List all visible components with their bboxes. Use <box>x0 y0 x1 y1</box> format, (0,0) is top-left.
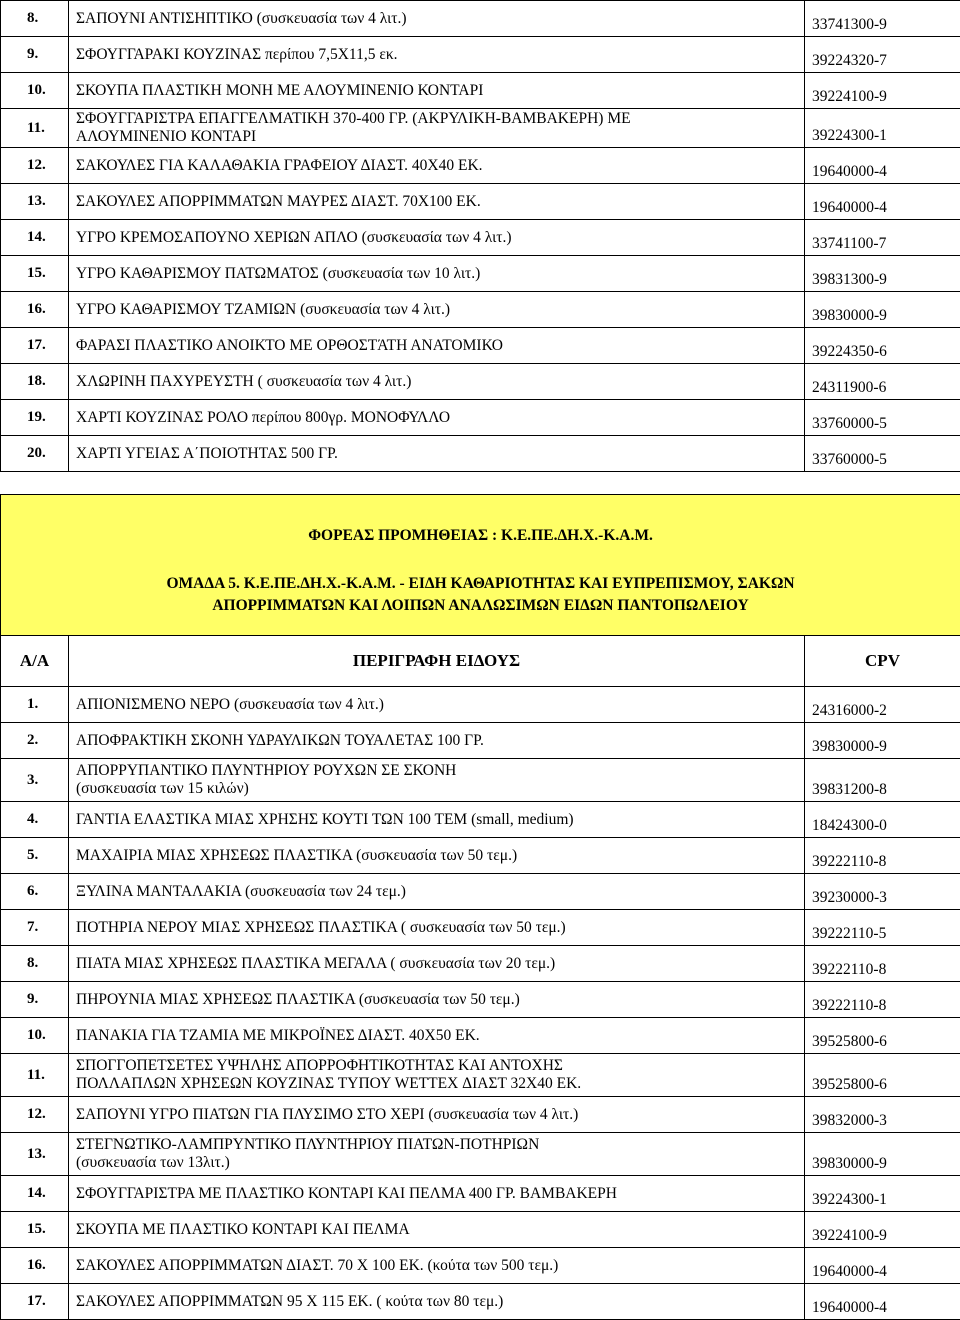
item-cpv: 39830000-9 <box>805 292 960 328</box>
item-number: 13. <box>1 184 69 220</box>
table-row <box>1 109 960 148</box>
supplier-banner <box>1 495 960 636</box>
item-cpv: 39525800-6 <box>805 1054 960 1097</box>
item-description <box>69 874 805 910</box>
item-description-line: ΣΦΟΥΓΓΑΡΙΣΤΡΑ ΕΠΑΓΓΕΛΜΑΤΙΚΗ 370-400 ΓΡ. (ΑΚΡΥΛΙΚΗ-ΒΑΜΒΑΚΕΡΗ) ΜΕ <box>76 110 804 128</box>
table-row <box>1 1018 960 1054</box>
item-cpv: 39222110-8 <box>805 838 960 874</box>
item-description-line: (συσκευασία των 15 κιλών) <box>76 780 804 798</box>
item-number: 6. <box>1 874 69 910</box>
item-description <box>69 759 805 802</box>
item-description <box>69 292 805 328</box>
item-description-line: ΥΓΡΟ ΚΑΘΑΡΙΣΜΟΥ ΠΑΤΩΜΑΤΟΣ (συσκευασία των 10 λιτ.) <box>76 265 804 283</box>
table-row <box>1 1176 960 1212</box>
item-description-line: ΧΑΡΤΙ ΚΟΥΖΙΝΑΣ ΡΟΛΟ περίπου 800γρ. ΜΟΝΟΦΥΛΛΟ <box>76 409 804 427</box>
item-number: 15. <box>1 1212 69 1248</box>
supplier-title: ΦΟΡΕΑΣ ΠΡΟΜΗΘΕΙΑΣ : Κ.Ε.ΠΕ.ΔΗ.Χ.-Κ.Α.Μ. <box>21 527 940 545</box>
item-number: 8. <box>1 1 69 37</box>
table-row <box>1 802 960 838</box>
item-number: 16. <box>1 292 69 328</box>
header-num: Α/Α <box>1 636 69 687</box>
item-description <box>69 436 805 472</box>
item-number: 14. <box>1 1176 69 1212</box>
table-row <box>1 946 960 982</box>
item-description-line: ΣΤΕΓΝΩΤΙΚΟ-ΛΑΜΠΡΥΝΤΙΚΟ ΠΛΥΝΤΗΡΙΟΥ ΠΙΑΤΩΝ-ΠΟΤΗΡΙΩΝ <box>76 1136 804 1154</box>
item-description-line: ΠΟΤΗΡΙΑ ΝΕΡΟΥ ΜΙΑΣ ΧΡΗΣΕΩΣ ΠΛΑΣΤΙΚΑ ( συσκευασία των 50 τεμ.) <box>76 919 804 937</box>
group-title-line2: ΑΠΟΡΡΙΜΜΑΤΩΝ ΚΑΙ ΛΟΙΠΩΝ ΑΝΑΛΩΣΙΜΩΝ ΕΙΔΩΝ ΠΑΝΤΟΠΩΛΕΙΟΥ <box>21 595 940 617</box>
table-row <box>1 982 960 1018</box>
table-row <box>1 148 960 184</box>
item-cpv: 39224350-6 <box>805 328 960 364</box>
item-description-line: ΓΑΝΤΙΑ ΕΛΑΣΤΙΚΑ ΜΙΑΣ ΧΡΗΣΗΣ ΚΟΥΤΙ ΤΩΝ 100 ΤΕΜ (small, medium) <box>76 811 804 829</box>
item-number: 9. <box>1 982 69 1018</box>
item-description-line: ΑΠΟΡΡΥΠΑΝΤΙΚΟ ΠΛΥΝΤΗΡΙΟΥ ΡΟΥΧΩΝ ΣΕ ΣΚΟΝΗ <box>76 762 804 780</box>
item-description-line: ΣΑΠΟΥΝΙ ΑΝΤΙΣΗΠΤΙΚΟ (συσκευασία των 4 λιτ.) <box>76 10 804 28</box>
item-description-line: ΑΛΟΥΜΙΝΕΝΙΟ ΚΟΝΤΑΡΙ <box>76 128 804 146</box>
item-cpv: 24316000-2 <box>805 687 960 723</box>
item-number: 13. <box>1 1133 69 1176</box>
item-cpv: 39832000-3 <box>805 1097 960 1133</box>
item-number: 8. <box>1 946 69 982</box>
item-description <box>69 946 805 982</box>
table-row <box>1 1133 960 1176</box>
item-description <box>69 1248 805 1284</box>
item-description <box>69 256 805 292</box>
item-description <box>69 364 805 400</box>
item-description <box>69 37 805 73</box>
item-description-line: ΣΦΟΥΓΓΑΡΑΚΙ ΚΟΥΖΙΝΑΣ περίπου 7,5Χ11,5 εκ. <box>76 46 804 64</box>
item-description-line: ΣΚΟΥΠΑ ΠΛΑΣΤΙΚΗ ΜΟΝΗ ΜΕ ΑΛΟΥΜΙΝΕΝΙΟ ΚΟΝΤΑΡΙ <box>76 82 804 100</box>
item-number: 15. <box>1 256 69 292</box>
item-description <box>69 910 805 946</box>
item-number: 19. <box>1 400 69 436</box>
item-description <box>69 802 805 838</box>
item-number: 9. <box>1 37 69 73</box>
table-row <box>1 1054 960 1097</box>
items-table-top <box>0 0 960 472</box>
item-description <box>69 1097 805 1133</box>
item-description-line: ΣΚΟΥΠΑ ΜΕ ΠΛΑΣΤΙΚΟ ΚΟΝΤΑΡΙ ΚΑΙ ΠΕΛΜΑ <box>76 1221 804 1239</box>
item-description-line: ΑΠΟΦΡΑΚΤΙΚΗ ΣΚΟΝΗ ΥΔΡΑΥΛΙΚΩΝ ΤΟΥΑΛΕΤΑΣ 100 ΓΡ. <box>76 732 804 750</box>
items-table-top-body <box>1 1 960 472</box>
item-description <box>69 109 805 148</box>
item-number: 16. <box>1 1248 69 1284</box>
item-cpv: 19640000-4 <box>805 1284 960 1320</box>
item-description <box>69 1133 805 1176</box>
item-description-line: ΞΥΛΙΝΑ ΜΑΝΤΑΛΑΚΙΑ (συσκευασία των 24 τεμ.) <box>76 883 804 901</box>
item-cpv: 39831200-8 <box>805 759 960 802</box>
table-row <box>1 759 960 802</box>
table-row <box>1 1097 960 1133</box>
item-number: 4. <box>1 802 69 838</box>
item-description-line: ΣΠΟΓΓΟΠΕΤΣΕΤΕΣ ΥΨΗΛΗΣ ΑΠΟΡΡΟΦΗΤΙΚΟΤΗΤΑΣ ΚΑΙ ΑΝΤΟΧΗΣ <box>76 1057 804 1075</box>
item-number: 17. <box>1 328 69 364</box>
banner-row <box>1 495 960 636</box>
item-description <box>69 220 805 256</box>
item-number: 10. <box>1 73 69 109</box>
item-cpv: 39224300-1 <box>805 109 960 148</box>
items-table-group5-body <box>1 495 960 1320</box>
item-number: 12. <box>1 148 69 184</box>
header-cpv: CPV <box>805 636 960 687</box>
item-number: 12. <box>1 1097 69 1133</box>
item-description <box>69 1284 805 1320</box>
item-description <box>69 328 805 364</box>
table-row <box>1 1248 960 1284</box>
item-cpv: 19640000-4 <box>805 1248 960 1284</box>
item-cpv: 39222110-5 <box>805 910 960 946</box>
item-number: 3. <box>1 759 69 802</box>
table-row <box>1 687 960 723</box>
item-description-line: (συσκευασία των 13λιτ.) <box>76 1154 804 1172</box>
group-title-line1: ΟΜΑΔΑ 5. Κ.Ε.ΠΕ.ΔΗ.Χ.-Κ.Α.Μ. - ΕΙΔΗ ΚΑΘΑΡΙΟΤΗΤΑΣ ΚΑΙ ΕΥΠΡΕΠΙΣΜΟΥ, ΣΑΚΩΝ <box>21 573 940 595</box>
item-description <box>69 687 805 723</box>
item-description-line: ΜΑΧΑΙΡΙΑ ΜΙΑΣ ΧΡΗΣΕΩΣ ΠΛΑΣΤΙΚΑ (συσκευασία των 50 τεμ.) <box>76 847 804 865</box>
item-description <box>69 184 805 220</box>
item-cpv: 19640000-4 <box>805 148 960 184</box>
item-description-line: ΥΓΡΟ ΚΡΕΜΟΣΑΠΟΥΝΟ ΧΕΡΙΩΝ ΑΠΛΟ (συσκευασία των 4 λιτ.) <box>76 229 804 247</box>
item-description-line: ΧΛΩΡΙΝΗ ΠΑΧΥΡΕΥΣΤΗ ( συσκευασία των 4 λιτ.) <box>76 373 804 391</box>
table-row <box>1 364 960 400</box>
item-description <box>69 1212 805 1248</box>
item-description <box>69 723 805 759</box>
item-cpv: 39525800-6 <box>805 1018 960 1054</box>
item-number: 5. <box>1 838 69 874</box>
item-description-line: ΣΑΚΟΥΛΕΣ ΓΙΑ ΚΑΛΑΘΑΚΙΑ ΓΡΑΦΕΙΟΥ ΔΙΑΣΤ. 40Χ40 ΕΚ. <box>76 157 804 175</box>
item-description <box>69 400 805 436</box>
table-row <box>1 910 960 946</box>
item-number: 17. <box>1 1284 69 1320</box>
item-description-line: ΦΑΡΑΣΙ ΠΛΑΣΤΙΚΟ ΑΝΟΙΚΤΟ ΜΕ ΟΡΘΟΣΤΆΤΗ ΑΝΑΤΟΜΙΚΟ <box>76 337 804 355</box>
item-cpv: 18424300-0 <box>805 802 960 838</box>
item-cpv: 39830000-9 <box>805 1133 960 1176</box>
table-row <box>1 292 960 328</box>
table-row <box>1 1284 960 1320</box>
item-description-line: ΣΑΚΟΥΛΕΣ ΑΠΟΡΡΙΜΜΑΤΩΝ ΜΑΥΡΕΣ ΔΙΑΣΤ. 70Χ100 ΕΚ. <box>76 193 804 211</box>
item-description-line: ΧΑΡΤΙ ΥΓΕΙΑΣ Α΄ΠΟΙΟΤΗΤΑΣ 500 ΓΡ. <box>76 445 804 463</box>
item-description <box>69 1 805 37</box>
item-description-line: ΣΑΚΟΥΛΕΣ ΑΠΟΡΡΙΜΜΑΤΩΝ 95 Χ 115 ΕΚ. ( κούτα των 80 τεμ.) <box>76 1293 804 1311</box>
item-cpv: 39224320-7 <box>805 37 960 73</box>
item-description <box>69 1018 805 1054</box>
item-description <box>69 982 805 1018</box>
item-cpv: 33741100-7 <box>805 220 960 256</box>
header-row <box>1 636 960 687</box>
item-number: 11. <box>1 1054 69 1097</box>
item-cpv: 39224100-9 <box>805 73 960 109</box>
table-row <box>1 723 960 759</box>
table-row <box>1 838 960 874</box>
item-cpv: 19640000-4 <box>805 184 960 220</box>
item-cpv: 33760000-5 <box>805 400 960 436</box>
item-description-line: ΣΦΟΥΓΓΑΡΙΣΤΡΑ ΜΕ ΠΛΑΣΤΙΚΟ ΚΟΝΤΑΡΙ ΚΑΙ ΠΕΛΜΑ 400 ΓΡ. ΒΑΜΒΑΚΕΡΗ <box>76 1185 804 1203</box>
items-table-group5 <box>0 494 960 1320</box>
item-cpv: 39222110-8 <box>805 946 960 982</box>
table-row <box>1 328 960 364</box>
item-cpv: 33741300-9 <box>805 1 960 37</box>
item-number: 18. <box>1 364 69 400</box>
table-row <box>1 1 960 37</box>
item-description-line: ΑΠΙΟΝΙΣΜΕΝΟ ΝΕΡΟ (συσκευασία των 4 λιτ.) <box>76 696 804 714</box>
item-description <box>69 1054 805 1097</box>
item-cpv: 39224100-9 <box>805 1212 960 1248</box>
table-row <box>1 37 960 73</box>
item-cpv: 24311900-6 <box>805 364 960 400</box>
item-description-line: ΠΟΛΛΑΠΛΩΝ ΧΡΗΣΕΩΝ ΚΟΥΖΙΝΑΣ ΤΥΠΟΥ WETTEX ΔΙΑΣΤ 32Χ40 ΕΚ. <box>76 1075 804 1093</box>
item-description-line: ΣΑΚΟΥΛΕΣ ΑΠΟΡΡΙΜΜΑΤΩΝ ΔΙΑΣΤ. 70 Χ 100 ΕΚ. (κούτα των 500 τεμ.) <box>76 1257 804 1275</box>
table-row <box>1 400 960 436</box>
table-row <box>1 220 960 256</box>
item-number: 11. <box>1 109 69 148</box>
item-cpv: 39224300-1 <box>805 1176 960 1212</box>
table-row <box>1 73 960 109</box>
item-description <box>69 1176 805 1212</box>
item-description-line: ΠΙΑΤΑ ΜΙΑΣ ΧΡΗΣΕΩΣ ΠΛΑΣΤΙΚΑ ΜΕΓΑΛΑ ( συσκευασία των 20 τεμ.) <box>76 955 804 973</box>
item-cpv: 39222110-8 <box>805 982 960 1018</box>
table-row <box>1 874 960 910</box>
item-number: 2. <box>1 723 69 759</box>
item-number: 7. <box>1 910 69 946</box>
item-number: 1. <box>1 687 69 723</box>
table-row <box>1 1212 960 1248</box>
item-description-line: ΥΓΡΟ ΚΑΘΑΡΙΣΜΟΥ ΤΖΑΜΙΩΝ (συσκευασία των 4 λιτ.) <box>76 301 804 319</box>
table-row <box>1 436 960 472</box>
item-description-line: ΣΑΠΟΥΝΙ ΥΓΡΟ ΠΙΑΤΩΝ ΓΙΑ ΠΛΥΣΙΜΟ ΣΤΟ ΧΕΡΙ (συσκευασία των 4 λιτ.) <box>76 1106 804 1124</box>
item-number: 14. <box>1 220 69 256</box>
item-number: 20. <box>1 436 69 472</box>
item-cpv: 39230000-3 <box>805 874 960 910</box>
item-cpv: 39830000-9 <box>805 723 960 759</box>
item-description <box>69 73 805 109</box>
table-row <box>1 256 960 292</box>
item-description <box>69 148 805 184</box>
table-row <box>1 184 960 220</box>
item-cpv: 39831300-9 <box>805 256 960 292</box>
group-title <box>21 573 940 617</box>
item-number: 10. <box>1 1018 69 1054</box>
item-description <box>69 838 805 874</box>
item-cpv: 33760000-5 <box>805 436 960 472</box>
item-description-line: ΠΑΝΑΚΙΑ ΓΙΑ ΤΖΑΜΙΑ ΜΕ ΜΙΚΡΟΪΝΕΣ ΔΙΑΣΤ. 40Χ50 ΕΚ. <box>76 1027 804 1045</box>
header-desc: ΠΕΡΙΓΡΑΦΗ ΕΙΔΟΥΣ <box>69 636 805 687</box>
item-description-line: ΠΗΡΟΥΝΙΑ ΜΙΑΣ ΧΡΗΣΕΩΣ ΠΛΑΣΤΙΚΑ (συσκευασία των 50 τεμ.) <box>76 991 804 1009</box>
